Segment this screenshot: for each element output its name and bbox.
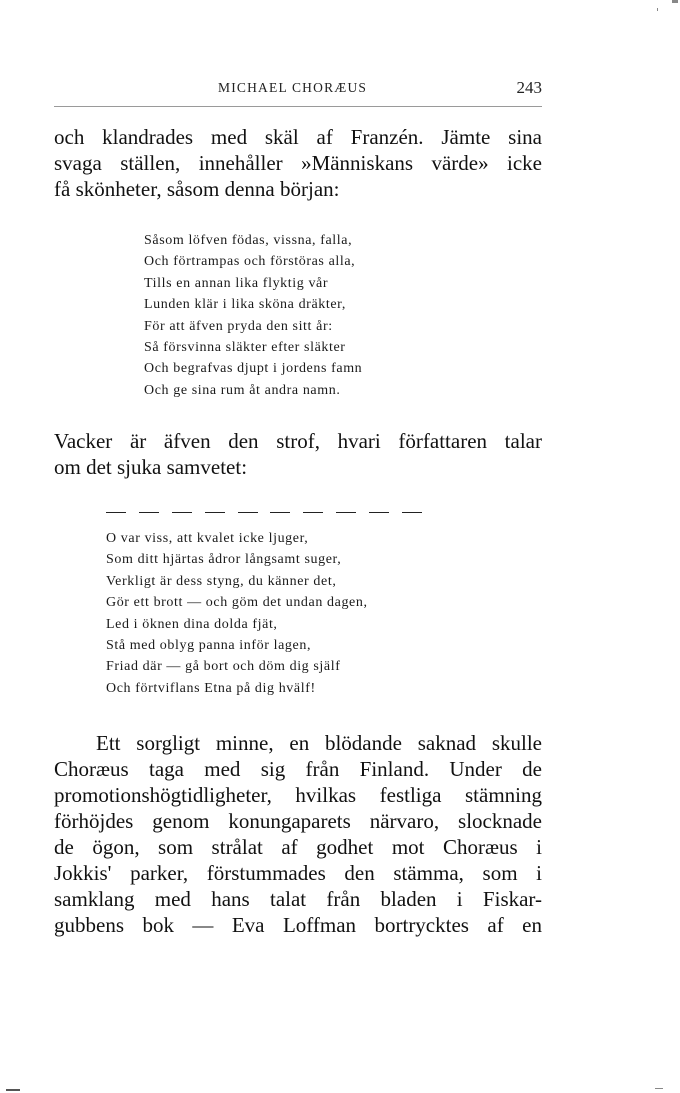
verse-line: O var viss, att kvalet icke ljuger, (106, 531, 309, 546)
verse-line: Så försvinna släkter efter släkter (144, 340, 346, 356)
dash (139, 512, 159, 513)
text-line: samklang med hans talat från bladen i Fiskar- (54, 887, 542, 911)
paragraph-1 (54, 124, 542, 202)
dash (270, 512, 290, 513)
verse-line: Lunden klär i lika sköna dräkter, (144, 297, 346, 313)
dash (402, 512, 422, 513)
page-number: 243 (516, 78, 542, 97)
text-line: och klandrades med skäl af Franzén. Jämte sina (54, 125, 542, 149)
verse-line: Tills en annan lika flyktig vår (144, 275, 329, 291)
running-head (54, 80, 542, 102)
dash (172, 512, 192, 513)
verse-line: Såsom löfven födas, vissna, falla, (144, 233, 353, 248)
dash (106, 512, 126, 513)
text-line: Vacker är äfven den strof, hvari författaren talar (54, 429, 542, 453)
verse-line: Stå med oblyg panna inför lagen, (106, 638, 312, 654)
text-line: om det sjuka samvetet: (54, 455, 248, 479)
verse-line: Verkligt är dess styng, du känner det, (106, 573, 337, 589)
verse-line: För att äfven pryda den sitt år: (144, 318, 333, 334)
paragraph-2 (54, 428, 542, 480)
header-rule (54, 106, 542, 107)
verse-line: Gör ett brott — och göm det undan dagen, (106, 595, 368, 611)
verse-line: Och förtrampas och förstöras alla, (144, 254, 356, 270)
omission-dashes (106, 512, 422, 516)
scan-speck (657, 8, 658, 11)
dash (205, 512, 225, 513)
text-line: promotionshögtidligheter, hvilkas festliga stämning (54, 783, 542, 807)
dash (369, 512, 389, 513)
verse-quote-2 (106, 528, 368, 699)
text-line: svaga ställen, innehåller »Människans värde» icke (54, 151, 542, 175)
dash (303, 512, 323, 513)
text-line: Choræus taga med sig från Finland. Under de (54, 757, 542, 781)
text-line: de ögon, som strålat af godhet mot Choræus i (54, 835, 542, 859)
scan-speck (672, 0, 678, 3)
verse-line: Friad där — gå bort och döm dig själf (106, 659, 341, 675)
text-line: Jokkis' parker, förstummades den stämma, som i (54, 861, 542, 885)
verse-line: Och ge sina rum åt andra namn. (144, 382, 341, 398)
running-title: MICHAEL CHORÆUS (218, 80, 368, 95)
text-line: förhöjdes genom konungaparets närvaro, slocknade (54, 809, 542, 833)
text-line: gubbens bok — Eva Loffman bortrycktes af en (54, 913, 542, 937)
verse-line: Och förtviflans Etna på dig hvälf! (106, 680, 316, 696)
verse-quote-1 (144, 230, 362, 401)
text-line: Ett sorgligt minne, en blödande saknad skulle (96, 731, 542, 755)
text-line: få skönheter, såsom denna början: (54, 177, 340, 201)
dash (238, 512, 258, 513)
verse-line: Och begrafvas djupt i jordens famn (144, 361, 363, 377)
dash (336, 512, 356, 513)
verse-line: Som ditt hjärtas ådror långsamt suger, (106, 552, 342, 568)
scan-speck (655, 1088, 663, 1089)
verse-line: Led i öknen dina dolda fjät, (106, 616, 278, 632)
paragraph-3 (54, 730, 542, 938)
scan-speck (6, 1089, 20, 1091)
